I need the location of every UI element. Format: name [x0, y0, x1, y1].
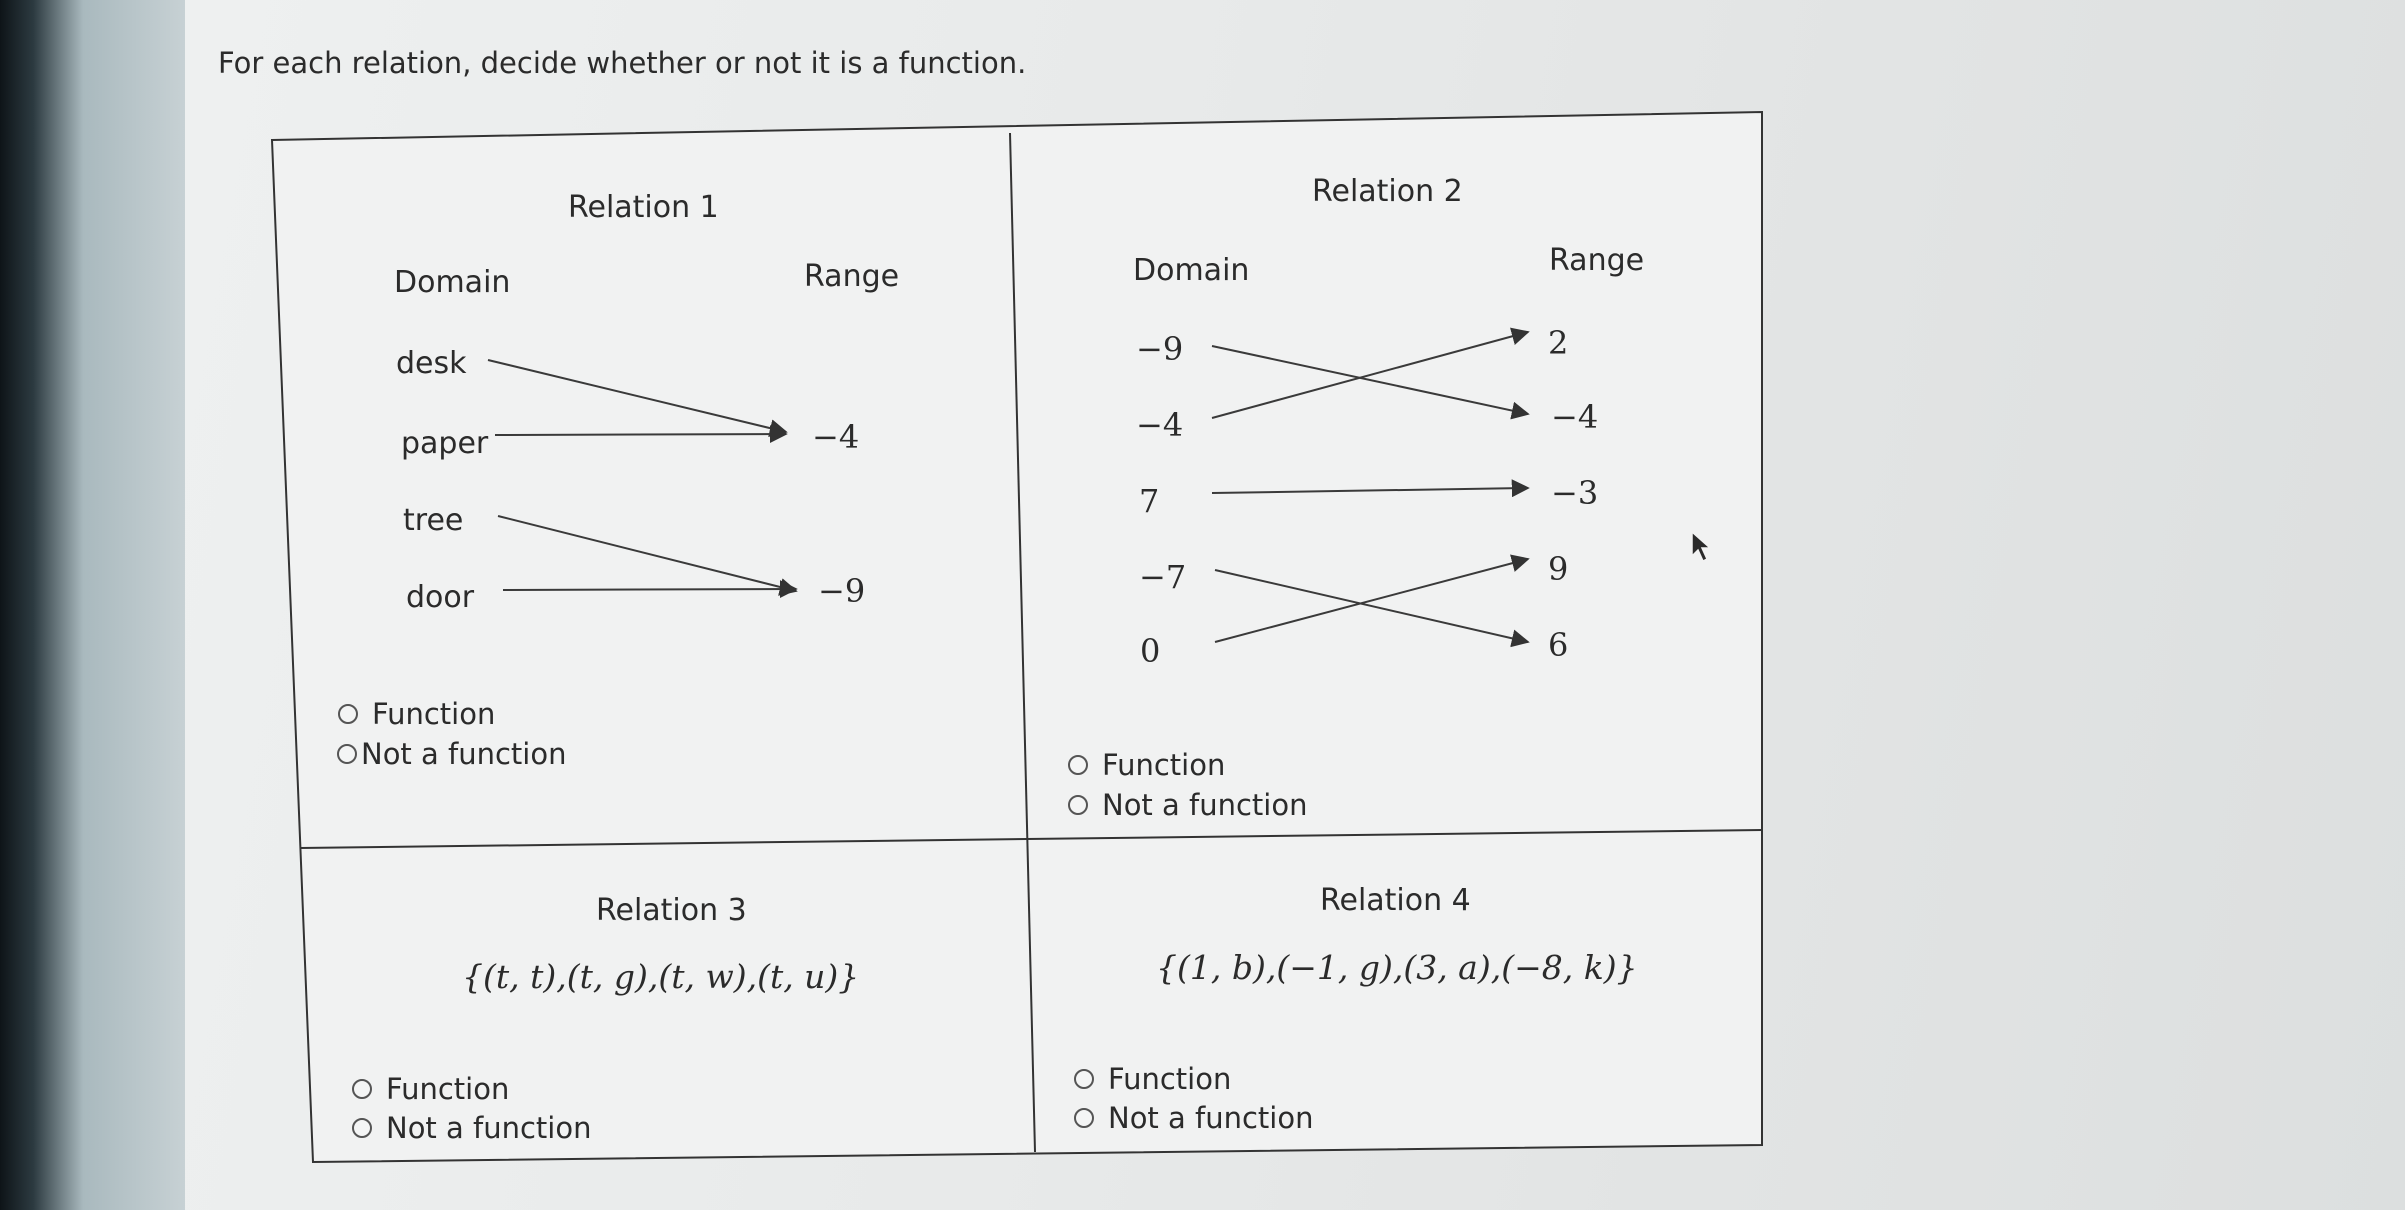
relation-2-range-item: 6: [1548, 626, 1569, 664]
arrow-paper: [495, 434, 786, 435]
relation-2-domain-item: 7: [1139, 482, 1160, 520]
radio-label: Not a function: [361, 737, 567, 771]
radio-label: Function: [386, 1072, 510, 1106]
relation-1-function-radio[interactable]: [338, 697, 495, 731]
relation-1-title: Relation 1: [568, 190, 719, 225]
radio-circle[interactable]: [1074, 1069, 1094, 1089]
relation-1-not-function-radio[interactable]: [337, 737, 566, 771]
radio-circle[interactable]: [1068, 795, 1088, 815]
relation-2-range-item: 2: [1548, 324, 1569, 362]
relation-1-domain-label: Domain: [394, 265, 511, 300]
radio-circle[interactable]: [338, 704, 358, 724]
relation-2-title: Relation 2: [1312, 174, 1463, 209]
relation-2-not-function-radio[interactable]: [1068, 788, 1307, 822]
radio-circle[interactable]: [352, 1079, 372, 1099]
radio-label: Function: [1108, 1062, 1232, 1096]
relation-2-domain-item: −9: [1136, 330, 1184, 368]
radio-label: Function: [372, 697, 496, 731]
relation-2-range-item: −4: [1551, 398, 1599, 436]
relation-2-domain-item: −7: [1139, 558, 1187, 596]
relation-1-range-item: −4: [812, 418, 860, 456]
radio-label: Not a function: [386, 1111, 592, 1145]
relation-3-set: {(t, t),(t, g),(t, w),(t, u)}: [462, 957, 860, 996]
relation-2-domain-label: Domain: [1133, 253, 1250, 288]
relation-4-set: {(1, b),(−1, g),(3, a),(−8, k)}: [1156, 948, 1638, 987]
relation-2-domain-item: −4: [1136, 406, 1184, 444]
instructions: For each relation, decide whether or not it is a function.: [218, 46, 1027, 80]
relation-2-range-item: −3: [1551, 474, 1599, 512]
relation-4-function-radio[interactable]: [1074, 1062, 1231, 1096]
relation-1-range-label: Range: [804, 259, 900, 294]
relation-2-range-item: 9: [1548, 550, 1569, 588]
radio-label: Not a function: [1102, 788, 1308, 822]
radio-circle[interactable]: [1074, 1108, 1094, 1128]
radio-circle[interactable]: [1068, 755, 1088, 775]
relation-2-function-radio[interactable]: [1068, 748, 1225, 782]
relation-1-domain-item: door: [406, 580, 475, 615]
radio-circle[interactable]: [337, 744, 357, 764]
arrow-door: [503, 589, 796, 590]
relation-2-range-label: Range: [1549, 243, 1645, 278]
radio-circle[interactable]: [352, 1118, 372, 1138]
radio-label: Function: [1102, 748, 1226, 782]
mouse-pointer-icon: [1690, 530, 1716, 564]
relation-3-function-radio[interactable]: [352, 1072, 509, 1106]
radio-label: Not a function: [1108, 1101, 1314, 1135]
relation-1-domain-item: tree: [403, 503, 464, 538]
relation-3-title: Relation 3: [596, 893, 747, 928]
relation-1-domain-item: desk: [396, 346, 467, 381]
relation-1-range-item: −9: [818, 572, 866, 610]
relation-4-title: Relation 4: [1320, 883, 1471, 918]
relation-1-domain-item: paper: [401, 426, 489, 461]
relation-3-not-function-radio[interactable]: [352, 1111, 591, 1145]
relation-2-domain-item: 0: [1140, 632, 1161, 670]
relation-4-not-function-radio[interactable]: [1074, 1101, 1313, 1135]
